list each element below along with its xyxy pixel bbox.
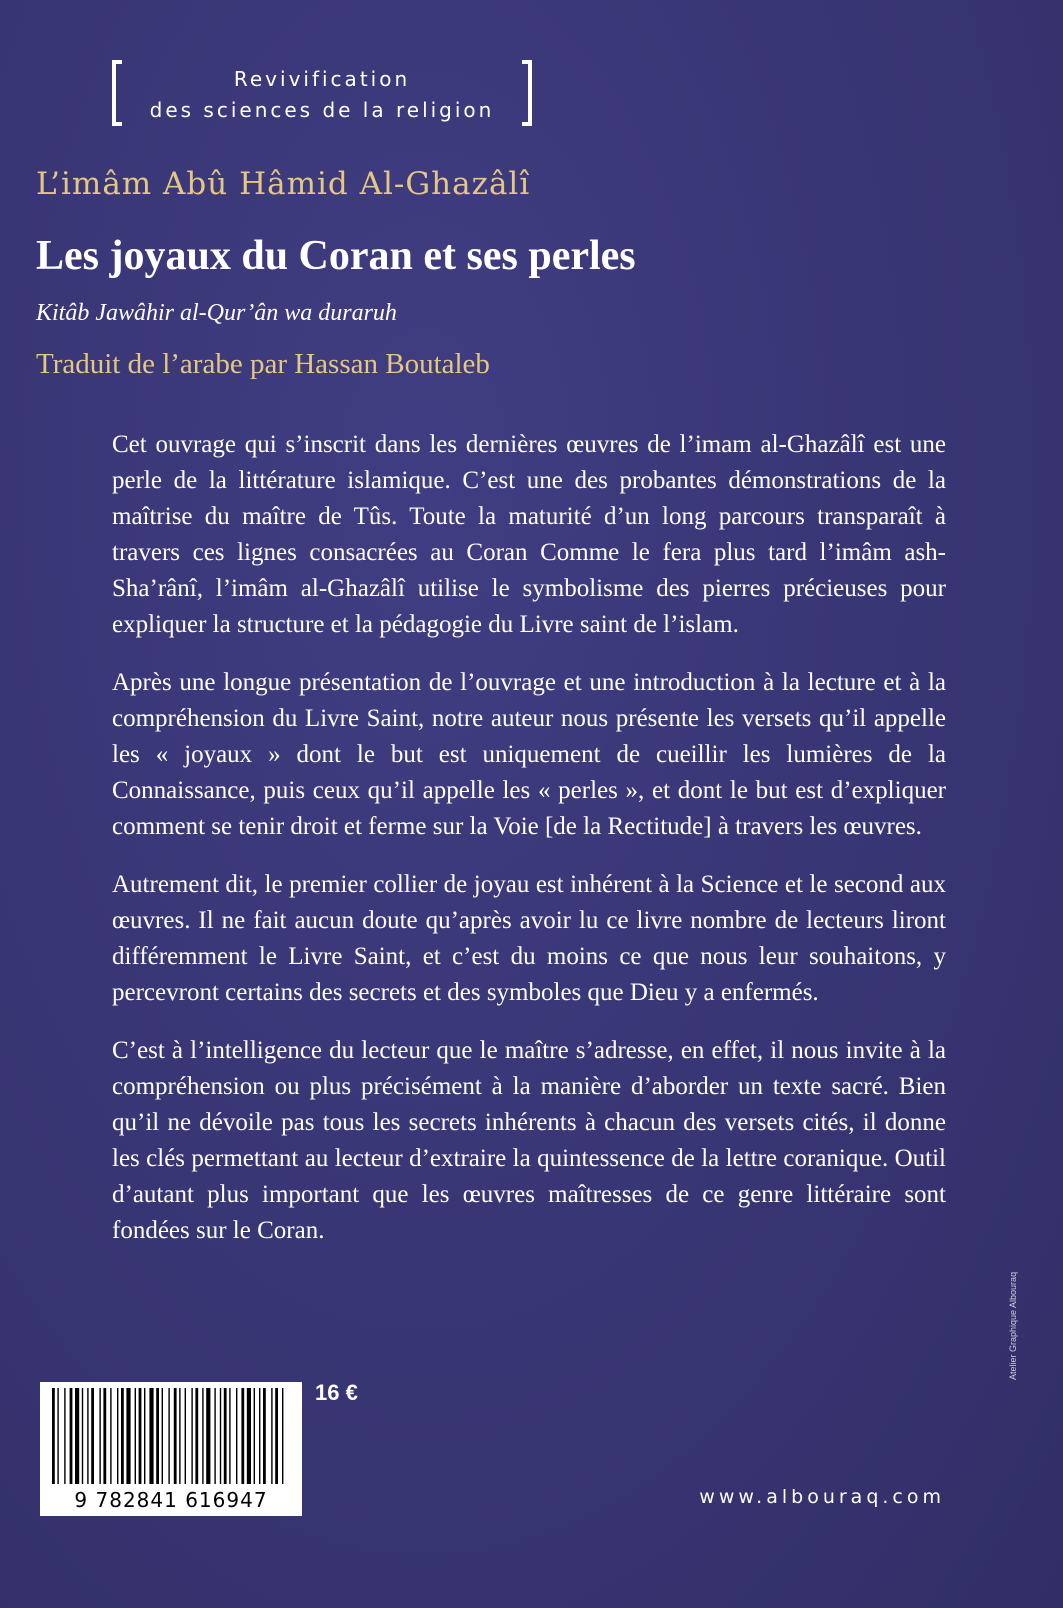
series-label <box>106 58 538 134</box>
barcode-bar <box>214 1388 215 1484</box>
barcode-bar <box>117 1388 118 1484</box>
blurb-paragraph-4: C’est à l’intelligence du lecteur que le maître s’adresse, en effet, il nous invite à la compréhension ou plus précisément à la manière d’aborder un texte sacré. Bien qu’il ne dévoile pas tous les secrets inhérents à chacun des versets cités, il donne les clés permettant au lecteur d’extraire la quintessence de la lettre coranique. Outil d’autant plus important que les œuvres maîtresses de ce genre littéraire sont fondées sur le Coran. <box>112 1037 946 1244</box>
barcode-bar <box>156 1388 159 1484</box>
barcode-bar <box>174 1388 177 1484</box>
barcode-bar <box>75 1388 79 1484</box>
barcode-bar <box>241 1388 244 1484</box>
isbn-number: 9 782841 616947 <box>74 1488 268 1512</box>
design-credit: Atelier Graphique Albouraq <box>1008 1271 1018 1380</box>
barcode-bar <box>179 1388 180 1484</box>
barcode-bar <box>121 1388 124 1484</box>
arabic-title-transliteration: Kitâb Jawâhir al-Qur’ân wa duraruh <box>36 300 397 326</box>
barcode-bar <box>224 1388 227 1484</box>
barcode-bar <box>271 1388 272 1484</box>
barcode-bar <box>64 1388 65 1484</box>
barcode-bar <box>135 1388 136 1484</box>
translator-credit: Traduit de l’arabe par Hassan Boutaleb <box>36 348 490 380</box>
series-text <box>130 64 514 126</box>
barcode-bar <box>185 1388 186 1484</box>
barcode-bar <box>162 1388 163 1484</box>
barcode-bar <box>52 1388 55 1484</box>
price-label: 16 € <box>315 1380 358 1405</box>
barcode-bar <box>195 1388 198 1484</box>
barcode-bar <box>229 1388 230 1484</box>
barcode-bar <box>202 1388 203 1484</box>
series-line-1: Revivification <box>233 67 411 91</box>
right-bracket <box>522 60 532 126</box>
barcode-bar <box>236 1388 237 1484</box>
barcode-bar <box>275 1388 278 1484</box>
author-name: L’imâm Abû Hâmid Al-Ghazâlî <box>36 166 531 202</box>
barcode-bar <box>220 1388 221 1484</box>
barcode-bar <box>87 1388 88 1484</box>
barcode-bars <box>50 1388 292 1486</box>
barcode-bar <box>263 1388 266 1484</box>
barcode-bar <box>139 1388 142 1484</box>
barcode-bar <box>57 1388 58 1484</box>
series-line-2: des sciences de la religion <box>149 98 495 122</box>
barcode <box>40 1382 302 1516</box>
barcode-bar <box>259 1388 260 1484</box>
blurb-paragraph-2: Après une longue présentation de l’ouvrage et une introduction à la lecture et à la compréhension du Livre Saint, notre auteur nous présente les versets qu’il appelle les « joyaux » dont le but est uniquement de cueillir les lumières de la Connaissance, puis ceux qu’il appelle les « perles », et dont le but est d’expliquer comment se tenir droit et ferme sur la Voie [de la Rectitude] à travers les œuvres. <box>112 669 946 840</box>
barcode-bar <box>99 1388 100 1484</box>
barcode-bar <box>168 1388 169 1484</box>
barcode-bar <box>149 1388 153 1484</box>
barcode-bar <box>82 1388 83 1484</box>
barcode-bar <box>247 1388 251 1484</box>
book-title: Les joyaux du Coran et ses perles <box>36 233 636 279</box>
publisher-website: www.albouraq.com <box>699 1486 945 1508</box>
barcode-bar <box>254 1388 255 1484</box>
barcode-bar <box>103 1388 106 1484</box>
barcode-bar <box>110 1388 111 1484</box>
blurb-text <box>112 427 946 1271</box>
barcode-bar <box>91 1388 94 1484</box>
barcode-bar <box>282 1388 283 1484</box>
barcode-bar <box>191 1388 192 1484</box>
barcode-bar <box>144 1388 145 1484</box>
left-bracket <box>112 60 122 126</box>
blurb-paragraph-1: Cet ouvrage qui s’inscrit dans les dernières œuvres de l’imam al-Ghazâlî est une perle de la littérature islamique. C’est une des probantes démonstrations de la maîtrise du maître de Tûs. Toute la maturité d’un long parcours transparaît à travers ces lignes consacrées au Coran Comme le fera plus tard l’imâm ash-Sha’rânî, l’imâm al-Ghazâlî utilise le symbolisme des pierres précieuses pour expliquer la structure et la pédagogie du Livre saint de l’islam. <box>112 431 946 638</box>
barcode-bar <box>126 1388 130 1484</box>
barcode-bar <box>206 1388 210 1484</box>
blurb-paragraph-3: Autrement dit, le premier collier de joyau est inhérent à la Science et le second aux œuvres. Il ne fait aucun doute qu’après avoir lu ce livre nombre de lecteurs liront différemment le Livre Saint, et c’est du moins ce que nous leur souhaitons, y percevront certains des secrets et des symboles que Dieu y a enfermés. <box>112 871 946 1006</box>
barcode-bar <box>70 1388 73 1484</box>
